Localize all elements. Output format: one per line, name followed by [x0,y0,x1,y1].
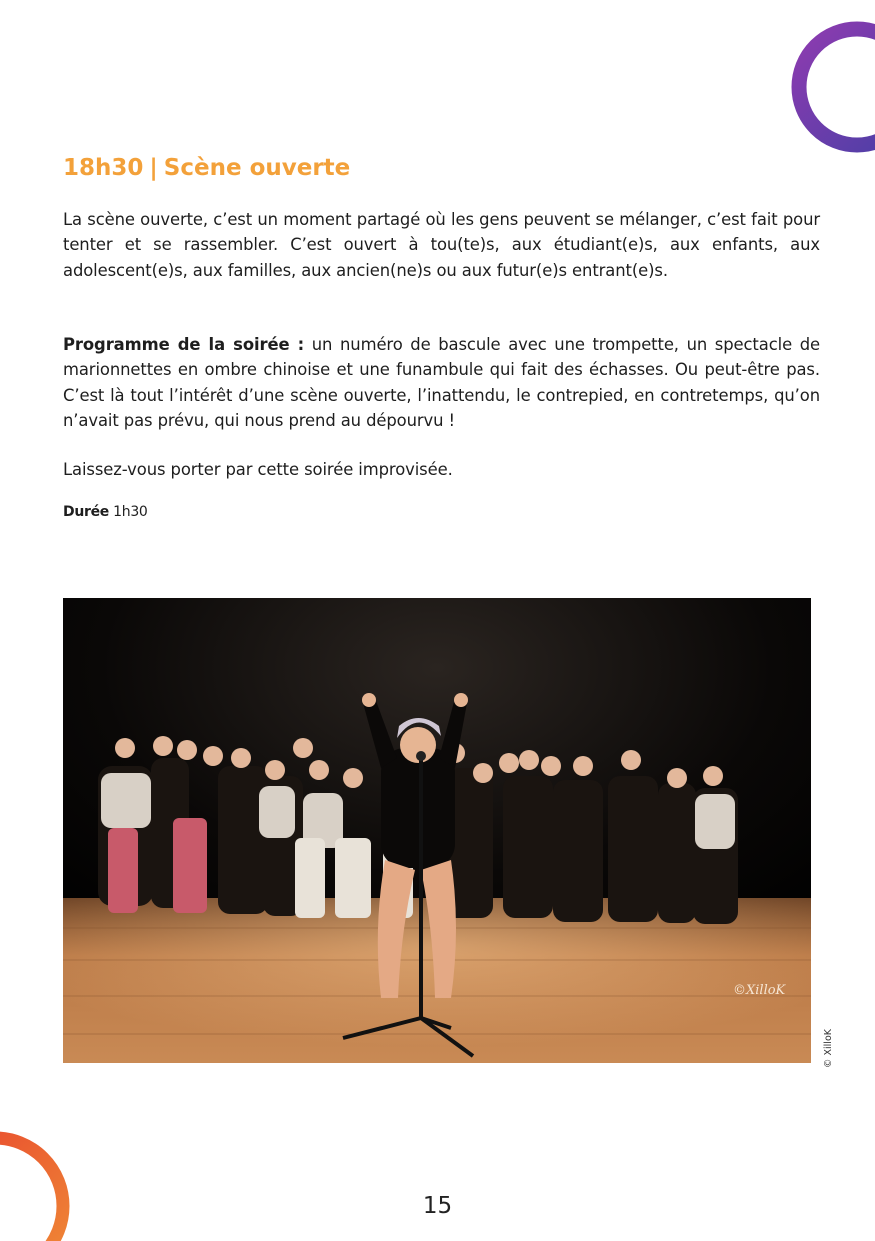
duration-info [63,501,148,523]
duration-label: Durée [63,504,109,520]
event-title: Scène ouverte [163,155,351,181]
page-number: 15 [422,1193,453,1219]
decorative-ring-bottom [0,1126,80,1241]
photo-credit: © XilloK [823,1029,834,1068]
program-paragraph [63,332,820,433]
section-heading [63,151,350,185]
photo-watermark: ©XilloK [733,983,786,998]
program-label: Programme de la soirée : [63,335,305,354]
decorative-ring-top [780,12,875,162]
heading-separator: | [149,155,158,181]
stage-photo [63,598,811,1063]
closing-paragraph: Laissez-vous porter par cette soirée improvisée. [63,460,453,479]
intro-paragraph: La scène ouverte, c’est un moment partagé où les gens peuvent se mélanger, c’est fait pour tenter et se rassembler. C’est ouvert à tou(te)s, aux étudiant(e)s, aux enfants, aux adolescent(e)s, aux familles, aux ancien(ne)s ou aux futur(e)s entrant(e)s. [63,210,820,280]
program-text: un numéro de bascule avec une trompette, un spectacle de marionnettes en ombre chinoise et une funambule qui fait des échasses. Ou peut-être pas. C’est là tout l’intérêt d’une scène ouverte, l’inattendu, le contrepied, en contretemps, qu’on n’avait pas prévu, qui nous prend au dépourvu ! [63,335,820,430]
event-time: 18h30 [63,155,144,181]
duration-value: 1h30 [113,504,148,520]
microphone-icon [416,751,426,761]
